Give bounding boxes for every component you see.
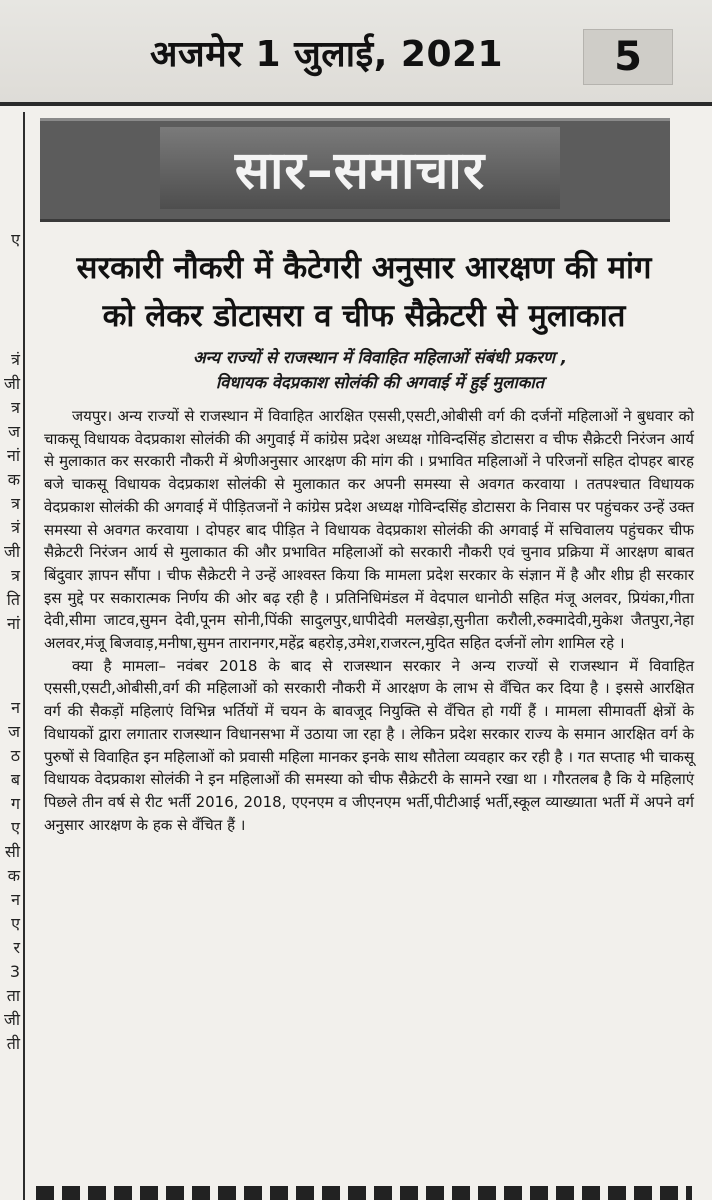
next-article-strip — [36, 1186, 692, 1200]
article-body — [44, 405, 694, 836]
left-column-fragment: त्रं — [11, 518, 20, 537]
left-column-fragment: न — [11, 890, 20, 909]
left-column-fragment: क — [7, 866, 20, 885]
section-banner-title: सार–समाचार — [160, 127, 560, 209]
left-column-fragment: ए — [11, 914, 20, 933]
left-column-fragment: जी — [3, 542, 20, 561]
left-column-fragment: 3 — [9, 962, 20, 981]
left-column-fragment: नां — [6, 614, 20, 633]
article-subheading — [80, 345, 680, 395]
left-column-fragment: ब — [10, 770, 20, 789]
left-column-fragment: जी — [3, 1010, 20, 1029]
article-paragraph: क्या है मामला– नवंबर 2018 के बाद से राजस्थान सरकार ने अन्य राज्यों से राजस्थान में विवाहित एससी,एसटी,ओबीसी,वर्ग की महिलाओं को सरकारी नौकरी में आरक्षण के लाभ से वँचित कर दिया है । इससे आरक्षित वर्ग की सैकड़ों महिलाएं विभिन्न भर्तियों में चयन के बावजूद नियुक्ति से वँचित हो गयीं हैं । मामला सीमावर्ती क्षेत्रों के विधायकों द्वारा लगातार राजस्थान विधानसभा में उठाया जा रहा है । लेकिन प्रदेश सरकार राज्य के समान आरक्षित वर्ग के पुरुषों से विवाहित इन महिलाओं को प्रवासी महिला मानकर इनके साथ सौतेला व्यवहार कर रही है । गत सप्ताह भी चाकसू विधायक वेदप्रकाश सोलंकी ने इन महिलाओं की समस्या को चीफ सैक्रेटरी के सामने रखा था । गौरतलब है कि ये महिलाएं पिछले तीन वर्ष से रीट भर्ती 2016, 2018, एएनएम व जीएनएम भर्ती,पीटीआई भर्ती,स्कूल व्याख्याता भर्ती में अपने वर्ग अनुसार आरक्षण के हक से वँचित हैं । — [44, 656, 694, 834]
article-paragraph: जयपुर। अन्य राज्यों से राजस्थान में विवाहित आरक्षित एससी,एसटी,ओबीसी वर्ग की दर्जनों महिलाओं ने बुधवार को चाकसू विधायक वेदप्रकाश सोलंकी की अगुवाई में कांग्रेस प्रदेश अध्यक्ष गोविन्दसिंह डोटासरा व चीफ सैक्रेटरी निरंजन आर्य से मुलाकात कर सरकारी नौकरी में श्रेणीअनुसार आरक्षण की मांग की । प्रभावित महिलाओं ने परिजनों सहित दोपहर बारह बजे चाकसू विधायक वेदप्रकाश सोलंकी से मुलाकात कर अपनी समस्या से अवगत करवाया । ततपश्चात विधायक वेदप्रकाश सोलंकी की अगवाई में पीड़ितजनों ने कांग्रेस प्रदेश अध्यक्ष गोविन्दसिंह डोटासरा के निवास पर पहुंचकर उन्हें उक्त समस्या से अवगत करवाया । दोपहर बाद पीड़ित ने विधायक वेदप्रकाश सोलंकी की अगवाई में सचिवालय पहुंचकर चीफ सैक्रेटरी निरंजन आर्य से मुलाकात की और प्रभावित महिलाओं को सरकारी नौकरी एवं चुनाव प्रक्रिया में आरक्षण बाबत बिंदुवार ज्ञापन सौंपा । चीफ सैक्रेटरी ने उन्हें आश्वस्त किया कि मामला प्रदेश सरकार के संज्ञान में है और शीघ्र ही सरकार इस मुद्दे पर सकारात्मक निर्णय की ओर बढ़ रही है । प्रतिनिधिमंडल में वेदपाल धानोठी सहित मंजू अलवर, प्रियंका,गीता देवी,सीमा जाटव,सुमन देवी,पूनम सोनी,पिंकी सादुलपुर,धापीदेवी मलखेड़ा,सुनीता करौली,रुक्मादेवी,मुकेश जैतपुरा,नेहा अलवर,मंजू बिजवाड़,मनीषा,सुमन तारानगर,महेंद्र बहरोड़,उमेश,राजरत्न,मुदित सहित दर्जनों लोग शामिल रहे । — [44, 407, 694, 653]
left-column-fragment: जी — [3, 374, 20, 393]
page-header — [0, 0, 712, 106]
left-column-fragment: सी — [5, 842, 20, 861]
section-banner — [40, 118, 670, 222]
left-column-fragment: ग — [10, 794, 20, 813]
left-column-fragment: क — [7, 470, 20, 489]
subheading-line: विधायक वेदप्रकाश सोलंकी की अगवाई में हुई मुलाकात — [215, 373, 545, 392]
subheading-line: अन्य राज्यों से राजस्थान में विवाहित महिलाओं संबंधी प्रकरण , — [193, 348, 567, 367]
left-column-fragment: ता — [6, 986, 20, 1005]
left-column-fragment: ठ — [10, 746, 20, 765]
left-column-fragment: त्रं — [11, 350, 20, 369]
left-column-fragment: नां — [6, 446, 20, 465]
left-column-fragment: ती — [6, 1034, 20, 1053]
headline-line: सरकारी नौकरी में कैटेगरी अनुसार आरक्षण की मांग — [76, 250, 652, 286]
column-divider — [23, 112, 25, 1200]
left-column-fragment: त्र — [11, 494, 20, 513]
left-column-fragment: र — [13, 938, 20, 957]
left-column-fragment: ज — [8, 722, 20, 741]
left-column-fragment: ज — [8, 422, 20, 441]
page-number: 5 — [583, 29, 673, 85]
dateline: अजमेर 1 जुलाई, 2021 — [150, 34, 504, 75]
left-column-fragment: त्र — [11, 398, 20, 417]
left-column-fragment: त्र — [11, 566, 20, 585]
article-headline — [36, 244, 692, 340]
headline-line: को लेकर डोटासरा व चीफ सैक्रेटरी से मुलाकात — [102, 298, 626, 334]
left-column-fragment: ए — [11, 230, 20, 249]
left-column-fragment: न — [11, 698, 20, 717]
left-column-fragment: ए — [11, 818, 20, 837]
left-column-fragment: ति — [6, 590, 20, 609]
